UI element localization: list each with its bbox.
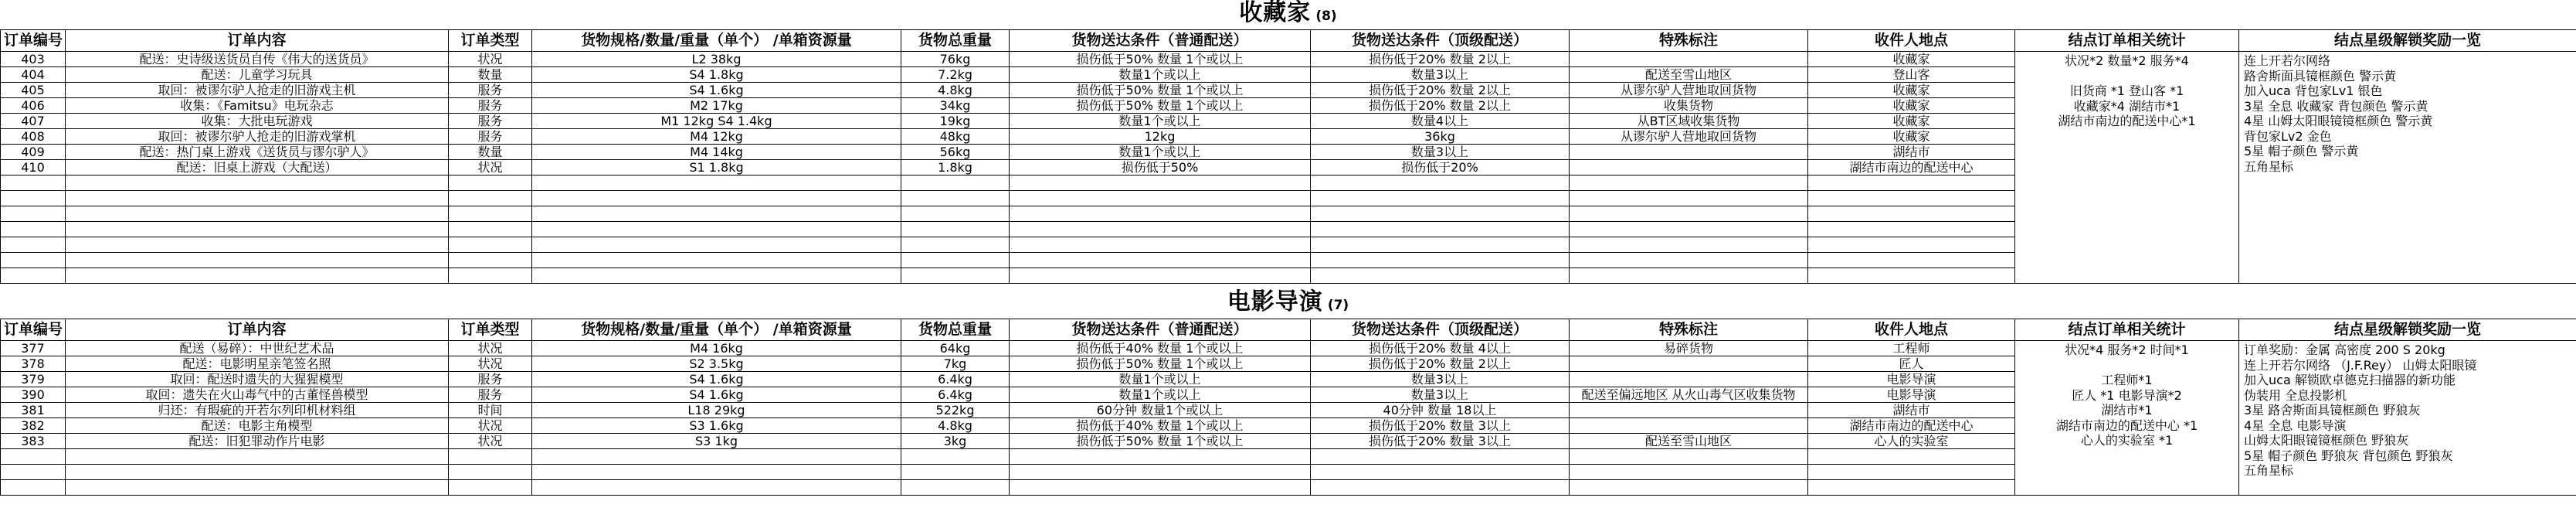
column-header: 订单类型	[449, 30, 532, 52]
empty-cell	[449, 176, 532, 191]
table-cell: S4 1.6kg	[532, 387, 901, 403]
node-stats-cell	[2015, 341, 2239, 496]
stat-line: 湖结市*1	[2101, 403, 2153, 417]
table-cell: 状况	[449, 434, 532, 449]
empty-cell	[1311, 253, 1570, 268]
table-cell: 匠人	[1808, 356, 2015, 372]
empty-cell	[1010, 480, 1311, 496]
table-cell: 数量1个或以上	[1010, 387, 1311, 403]
table-cell: 数量3以上	[1311, 372, 1570, 387]
column-header: 结点订单相关统计	[2015, 30, 2239, 52]
table-cell: 7.2kg	[901, 67, 1010, 83]
table-cell: 取回：被谬尔驴人抢走的旧游戏掌机	[66, 129, 449, 145]
empty-cell	[1808, 191, 2015, 206]
table-cell: 收藏家	[1808, 83, 2015, 98]
table-cell: 56kg	[901, 145, 1010, 160]
table-cell: 390	[1, 387, 66, 403]
column-header: 货物送达条件（顶级配送）	[1311, 319, 1570, 341]
table-cell: 损伤低于20% 数量 2以上	[1311, 52, 1570, 67]
empty-cell	[1570, 480, 1808, 496]
section-count: (8)	[1315, 9, 1337, 24]
table-cell: 378	[1, 356, 66, 372]
empty-cell	[1570, 268, 1808, 284]
column-header: 收件人地点	[1808, 30, 2015, 52]
reward-line: 伪装用 全息投影机	[2244, 387, 2347, 403]
reward-line: 订单奖励：金属 高密度 200 S 20kg	[2244, 342, 2445, 357]
table-cell: 损伤低于50% 数量 1个或以上	[1010, 434, 1311, 449]
empty-cell	[532, 480, 901, 496]
table-cell: 数量1个或以上	[1010, 145, 1311, 160]
empty-cell	[901, 191, 1010, 206]
empty-cell	[1570, 449, 1808, 465]
stat-line: 状况*4 服务*2 时间*1	[2065, 342, 2189, 357]
empty-cell	[532, 237, 901, 253]
empty-cell	[66, 206, 449, 222]
table-cell: S4 1.6kg	[532, 83, 901, 98]
collector-order-table	[0, 29, 2576, 284]
table-cell: 归还：有瑕疵的开若尔列印机材料组	[66, 403, 449, 418]
empty-cell	[1808, 237, 2015, 253]
empty-cell	[1570, 253, 1808, 268]
table-cell: 取回：遗失在火山毒气中的古董怪兽模型	[66, 387, 449, 403]
table-cell: S3 1.6kg	[532, 418, 901, 434]
empty-cell	[66, 480, 449, 496]
table-cell: 405	[1, 83, 66, 98]
table-cell	[1570, 356, 1808, 372]
table-cell: 收藏家	[1808, 129, 2015, 145]
table-cell: M4 12kg	[532, 129, 901, 145]
table-cell: 从谬尔驴人营地取回货物	[1570, 83, 1808, 98]
table-cell	[1570, 145, 1808, 160]
empty-cell	[901, 206, 1010, 222]
table-cell	[1570, 403, 1808, 418]
table-cell: 406	[1, 98, 66, 114]
star-rewards-cell	[2239, 341, 2576, 496]
section-title-director	[0, 289, 2576, 315]
reward-line: 山姆太阳眼镜镜框颜色 野狼灰	[2244, 433, 2409, 448]
table-cell: 382	[1, 418, 66, 434]
table-cell: 从谬尔驴人营地取回货物	[1570, 129, 1808, 145]
reward-line: 3星 全息 收藏家 背包颜色 警示黄	[2244, 98, 2428, 114]
table-cell: 404	[1, 67, 66, 83]
reward-line: 加入uca 解锁欧卓德克扫描器的新功能	[2244, 373, 2456, 387]
column-header: 货物送达条件（普通配送）	[1010, 319, 1311, 341]
empty-cell	[66, 465, 449, 480]
director-order-table	[0, 319, 2576, 496]
table-cell: 配送至雪山地区	[1570, 67, 1808, 83]
table-cell: 服务	[449, 387, 532, 403]
table-cell: 配送：旧犯罪动作片电影	[66, 434, 449, 449]
reward-line: 4星 全息 电影导演	[2244, 417, 2347, 433]
empty-cell	[1808, 206, 2015, 222]
empty-cell	[901, 253, 1010, 268]
column-header: 货物规格/数量/重量（单个） /单箱资源量	[532, 319, 901, 341]
table-cell: 时间	[449, 403, 532, 418]
empty-cell	[449, 191, 532, 206]
empty-cell	[1570, 206, 1808, 222]
section-count: (7)	[1327, 298, 1349, 313]
empty-cell	[1311, 237, 1570, 253]
table-cell: 电影导演	[1808, 372, 2015, 387]
table-cell: 湖结市	[1808, 403, 2015, 418]
table-cell: M2 17kg	[532, 98, 901, 114]
column-header: 结点星级解锁奖励一览	[2239, 30, 2576, 52]
stat-line: 收藏家*4 湖结市*1	[2073, 98, 2181, 114]
empty-cell	[532, 176, 901, 191]
empty-cell	[1311, 191, 1570, 206]
empty-cell	[1570, 191, 1808, 206]
column-header: 货物送达条件（顶级配送）	[1311, 30, 1570, 52]
table-cell: 损伤低于20% 数量 2以上	[1311, 83, 1570, 98]
empty-cell	[1010, 449, 1311, 465]
table-cell: 1.8kg	[901, 160, 1010, 176]
empty-cell	[1010, 465, 1311, 480]
table-row	[1, 52, 2576, 67]
table-cell: 数量1个或以上	[1010, 372, 1311, 387]
table-cell: 服务	[449, 83, 532, 98]
empty-cell	[1, 237, 66, 253]
empty-cell	[901, 237, 1010, 253]
empty-cell	[1808, 449, 2015, 465]
empty-cell	[532, 449, 901, 465]
table-cell: 从BT区域收集货物	[1570, 114, 1808, 129]
table-cell: 损伤低于50% 数量 1个或以上	[1010, 98, 1311, 114]
table-cell: 4.8kg	[901, 418, 1010, 434]
empty-cell	[1010, 222, 1311, 237]
table-cell: 407	[1, 114, 66, 129]
column-header: 货物送达条件（普通配送）	[1010, 30, 1311, 52]
empty-cell	[532, 268, 901, 284]
column-header: 收件人地点	[1808, 319, 2015, 341]
table-cell: 服务	[449, 129, 532, 145]
stat-line: 匠人 *1 电影导演*2	[2072, 387, 2182, 403]
table-cell	[1570, 52, 1808, 67]
table-cell: 3kg	[901, 434, 1010, 449]
table-cell: 64kg	[901, 341, 1010, 356]
empty-cell	[1, 191, 66, 206]
table-cell: M4 16kg	[532, 341, 901, 356]
star-rewards-cell	[2239, 52, 2576, 284]
node-stats-cell	[2015, 52, 2239, 284]
table-cell: 34kg	[901, 98, 1010, 114]
header-row	[1, 30, 2576, 52]
table-cell: 60分钟 数量1个或以上	[1010, 403, 1311, 418]
table-cell: 379	[1, 372, 66, 387]
reward-line: 五角星标	[2244, 158, 2294, 174]
table-cell: M1 12kg S4 1.4kg	[532, 114, 901, 129]
table-cell: 配送至偏远地区 从火山毒气区收集货物	[1570, 387, 1808, 403]
table-cell	[1570, 372, 1808, 387]
empty-cell	[1570, 176, 1808, 191]
empty-cell	[901, 176, 1010, 191]
column-header: 特殊标注	[1570, 30, 1808, 52]
empty-cell	[1010, 237, 1311, 253]
column-header: 货物总重量	[901, 319, 1010, 341]
column-header: 货物规格/数量/重量（单个） /单箱资源量	[532, 30, 901, 52]
table-cell: 4.8kg	[901, 83, 1010, 98]
empty-cell	[532, 465, 901, 480]
stat-line	[2020, 358, 2234, 373]
table-cell: 状况	[449, 160, 532, 176]
empty-cell	[1311, 449, 1570, 465]
table-cell: 配送：电影明星亲笔签名照	[66, 356, 449, 372]
table-cell: 损伤低于50%	[1010, 160, 1311, 176]
table-cell: 损伤低于20% 数量 2以上	[1311, 356, 1570, 372]
table-cell: L2 38kg	[532, 52, 901, 67]
empty-cell	[1808, 176, 2015, 191]
table-cell: 配送：电影主角模型	[66, 418, 449, 434]
empty-cell	[1010, 206, 1311, 222]
table-cell: 19kg	[901, 114, 1010, 129]
table-cell: 状况	[449, 418, 532, 434]
table-cell	[1570, 160, 1808, 176]
table-cell: 36kg	[1311, 129, 1570, 145]
empty-cell	[66, 222, 449, 237]
empty-cell	[1311, 176, 1570, 191]
column-header: 订单内容	[66, 30, 449, 52]
table-cell: 工程师	[1808, 341, 2015, 356]
table-cell: 数量3以上	[1311, 387, 1570, 403]
column-header: 特殊标注	[1570, 319, 1808, 341]
empty-cell	[1, 268, 66, 284]
table-cell: 损伤低于20% 数量 4以上	[1311, 341, 1570, 356]
table-cell: 7kg	[901, 356, 1010, 372]
table-cell: 数量3以上	[1311, 145, 1570, 160]
table-cell: 数量	[449, 145, 532, 160]
empty-cell	[1808, 253, 2015, 268]
table-cell: 配送：热门桌上游戏《送货员与谬尔驴人》	[66, 145, 449, 160]
empty-cell	[1311, 465, 1570, 480]
empty-cell	[1, 449, 66, 465]
empty-cell	[1311, 222, 1570, 237]
empty-cell	[66, 237, 449, 253]
section-title: 收藏家	[1239, 0, 1312, 26]
section-title: 电影导演	[1227, 288, 1323, 315]
table-cell: 数量3以上	[1311, 67, 1570, 83]
empty-cell	[449, 465, 532, 480]
empty-cell	[1311, 206, 1570, 222]
empty-cell	[1, 206, 66, 222]
table-cell: 收集货物	[1570, 98, 1808, 114]
empty-cell	[1808, 222, 2015, 237]
table-cell: 配送：史诗级送货员自传《伟大的送货员》	[66, 52, 449, 67]
stat-line: 湖结市南边的配送中心 *1	[2055, 417, 2198, 433]
table-cell: 损伤低于50% 数量 1个或以上	[1010, 356, 1311, 372]
empty-cell	[532, 253, 901, 268]
empty-cell	[1, 176, 66, 191]
table-cell: 服务	[449, 98, 532, 114]
table-cell: S4 1.6kg	[532, 372, 901, 387]
empty-cell	[1010, 191, 1311, 206]
empty-cell	[1808, 480, 2015, 496]
section-title-collector	[0, 0, 2576, 26]
table-cell: 损伤低于20% 数量 3以上	[1311, 434, 1570, 449]
empty-cell	[449, 253, 532, 268]
stat-line: 湖结市南边的配送中心*1	[2058, 114, 2196, 128]
empty-cell	[1010, 176, 1311, 191]
table-cell: 12kg	[1010, 129, 1311, 145]
stat-line: 工程师*1	[2101, 373, 2153, 387]
empty-cell	[66, 449, 449, 465]
empty-cell	[1, 253, 66, 268]
stat-line: 状况*2 数量*2 服务*4	[2065, 53, 2189, 68]
empty-cell	[1570, 465, 1808, 480]
table-cell: S2 3.5kg	[532, 356, 901, 372]
table-cell: 收集：大批电玩游戏	[66, 114, 449, 129]
reward-line: 加入uca 背包家Lv1 银色	[2244, 83, 2383, 98]
table-cell: 损伤低于20% 数量 2以上	[1311, 98, 1570, 114]
table-cell: 383	[1, 434, 66, 449]
empty-cell	[901, 480, 1010, 496]
table-cell: 湖结市	[1808, 145, 2015, 160]
empty-cell	[449, 237, 532, 253]
table-cell: 损伤低于20% 数量 3以上	[1311, 418, 1570, 434]
table-cell: 522kg	[901, 403, 1010, 418]
table-cell: 服务	[449, 372, 532, 387]
table-cell: 381	[1, 403, 66, 418]
table-cell: 状况	[449, 341, 532, 356]
table-cell: 心人的实验室	[1808, 434, 2015, 449]
table-cell: 湖结市南边的配送中心	[1808, 418, 2015, 434]
table-row	[1, 341, 2576, 356]
empty-cell	[1570, 222, 1808, 237]
table-cell: 损伤低于20%	[1311, 160, 1570, 176]
table-cell: 数量	[449, 67, 532, 83]
empty-cell	[901, 465, 1010, 480]
column-header: 订单内容	[66, 319, 449, 341]
empty-cell	[449, 268, 532, 284]
table-cell: 数量1个或以上	[1010, 67, 1311, 83]
table-cell: 湖结市南边的配送中心	[1808, 160, 2015, 176]
header-row	[1, 319, 2576, 341]
empty-cell	[1010, 253, 1311, 268]
stat-line	[2020, 69, 2234, 84]
reward-line: 路舍斯面具镜框颜色 警示黄	[2244, 68, 2397, 83]
table-cell: 408	[1, 129, 66, 145]
empty-cell	[449, 449, 532, 465]
table-cell: 损伤低于50% 数量 1个或以上	[1010, 52, 1311, 67]
column-header: 结点订单相关统计	[2015, 319, 2239, 341]
table-cell: 损伤低于50% 数量 1个或以上	[1010, 83, 1311, 98]
table-cell: 损伤低于40% 数量 1个或以上	[1010, 418, 1311, 434]
table-cell: S1 1.8kg	[532, 160, 901, 176]
empty-cell	[66, 191, 449, 206]
empty-cell	[1311, 480, 1570, 496]
column-header: 订单类型	[449, 319, 532, 341]
table-cell: 配送：旧桌上游戏（大配送）	[66, 160, 449, 176]
table-cell: 6.4kg	[901, 387, 1010, 403]
table-cell: 409	[1, 145, 66, 160]
table-cell: 易碎货物	[1570, 341, 1808, 356]
table-cell: 配送（易碎）：中世纪艺术品	[66, 341, 449, 356]
table-cell: S4 1.8kg	[532, 67, 901, 83]
table-cell: M4 14kg	[532, 145, 901, 160]
table-cell: 6.4kg	[901, 372, 1010, 387]
table-cell: 数量4以上	[1311, 114, 1570, 129]
empty-cell	[1570, 237, 1808, 253]
reward-line: 背包家Lv2 金色	[2244, 128, 2332, 144]
table-cell: 收藏家	[1808, 52, 2015, 67]
table-cell: 电影导演	[1808, 387, 2015, 403]
stat-line: 心人的实验室 *1	[2080, 433, 2174, 448]
table-cell: 收藏家	[1808, 114, 2015, 129]
column-header: 订单编号	[1, 319, 66, 341]
table-cell: 377	[1, 341, 66, 356]
table-cell: 配送至雪山地区	[1570, 434, 1808, 449]
empty-cell	[1, 465, 66, 480]
empty-cell	[1808, 465, 2015, 480]
empty-cell	[901, 268, 1010, 284]
table-cell: 48kg	[901, 129, 1010, 145]
empty-cell	[66, 176, 449, 191]
table-cell: 服务	[449, 114, 532, 129]
column-header: 订单编号	[1, 30, 66, 52]
table-cell: 收藏家	[1808, 98, 2015, 114]
table-cell: L18 29kg	[532, 403, 901, 418]
table-cell: 数量1个或以上	[1010, 114, 1311, 129]
empty-cell	[1311, 268, 1570, 284]
table-cell: 状况	[449, 52, 532, 67]
reward-line: 连上开若尔网络 （J.F.Rey） 山姆太阳眼镜	[2244, 357, 2477, 373]
stat-line: 旧货商 *1 登山客 *1	[2069, 83, 2184, 98]
empty-cell	[449, 480, 532, 496]
reward-line: 3星 路舍斯面具镜框颜色 野狼灰	[2244, 403, 2421, 417]
table-cell: 410	[1, 160, 66, 176]
table-cell: 状况	[449, 356, 532, 372]
table-cell: 取回：配送时遗失的大猩猩模型	[66, 372, 449, 387]
empty-cell	[1808, 268, 2015, 284]
empty-cell	[901, 449, 1010, 465]
table-cell: 40分钟 数量 18以上	[1311, 403, 1570, 418]
table-cell: 取回：被谬尔驴人抢走的旧游戏主机	[66, 83, 449, 98]
table-cell: 配送：儿童学习玩具	[66, 67, 449, 83]
empty-cell	[449, 206, 532, 222]
table-cell	[1570, 418, 1808, 434]
empty-cell	[532, 191, 901, 206]
empty-cell	[449, 222, 532, 237]
table-cell: 76kg	[901, 52, 1010, 67]
table-cell: 收集：《Famitsu》电玩杂志	[66, 98, 449, 114]
column-header: 结点星级解锁奖励一览	[2239, 319, 2576, 341]
empty-cell	[66, 268, 449, 284]
reward-line: 4星 山姆太阳眼镜镜框颜色 警示黄	[2244, 114, 2433, 128]
empty-cell	[532, 206, 901, 222]
reward-line: 5星 帽子颜色 警示黄	[2244, 144, 2359, 158]
table-cell: 登山客	[1808, 67, 2015, 83]
column-header: 货物总重量	[901, 30, 1010, 52]
empty-cell	[532, 222, 901, 237]
empty-cell	[1010, 268, 1311, 284]
empty-cell	[1, 222, 66, 237]
reward-line: 连上开若尔网络	[2244, 53, 2331, 68]
table-cell: 403	[1, 52, 66, 67]
empty-cell	[66, 253, 449, 268]
table-cell: S3 1kg	[532, 434, 901, 449]
empty-cell	[901, 222, 1010, 237]
empty-cell	[1, 480, 66, 496]
reward-line: 5星 帽子颜色 野狼灰 背包颜色 野狼灰	[2244, 448, 2453, 463]
reward-line: 五角星标	[2244, 463, 2294, 478]
table-cell: 损伤低于40% 数量 1个或以上	[1010, 341, 1311, 356]
